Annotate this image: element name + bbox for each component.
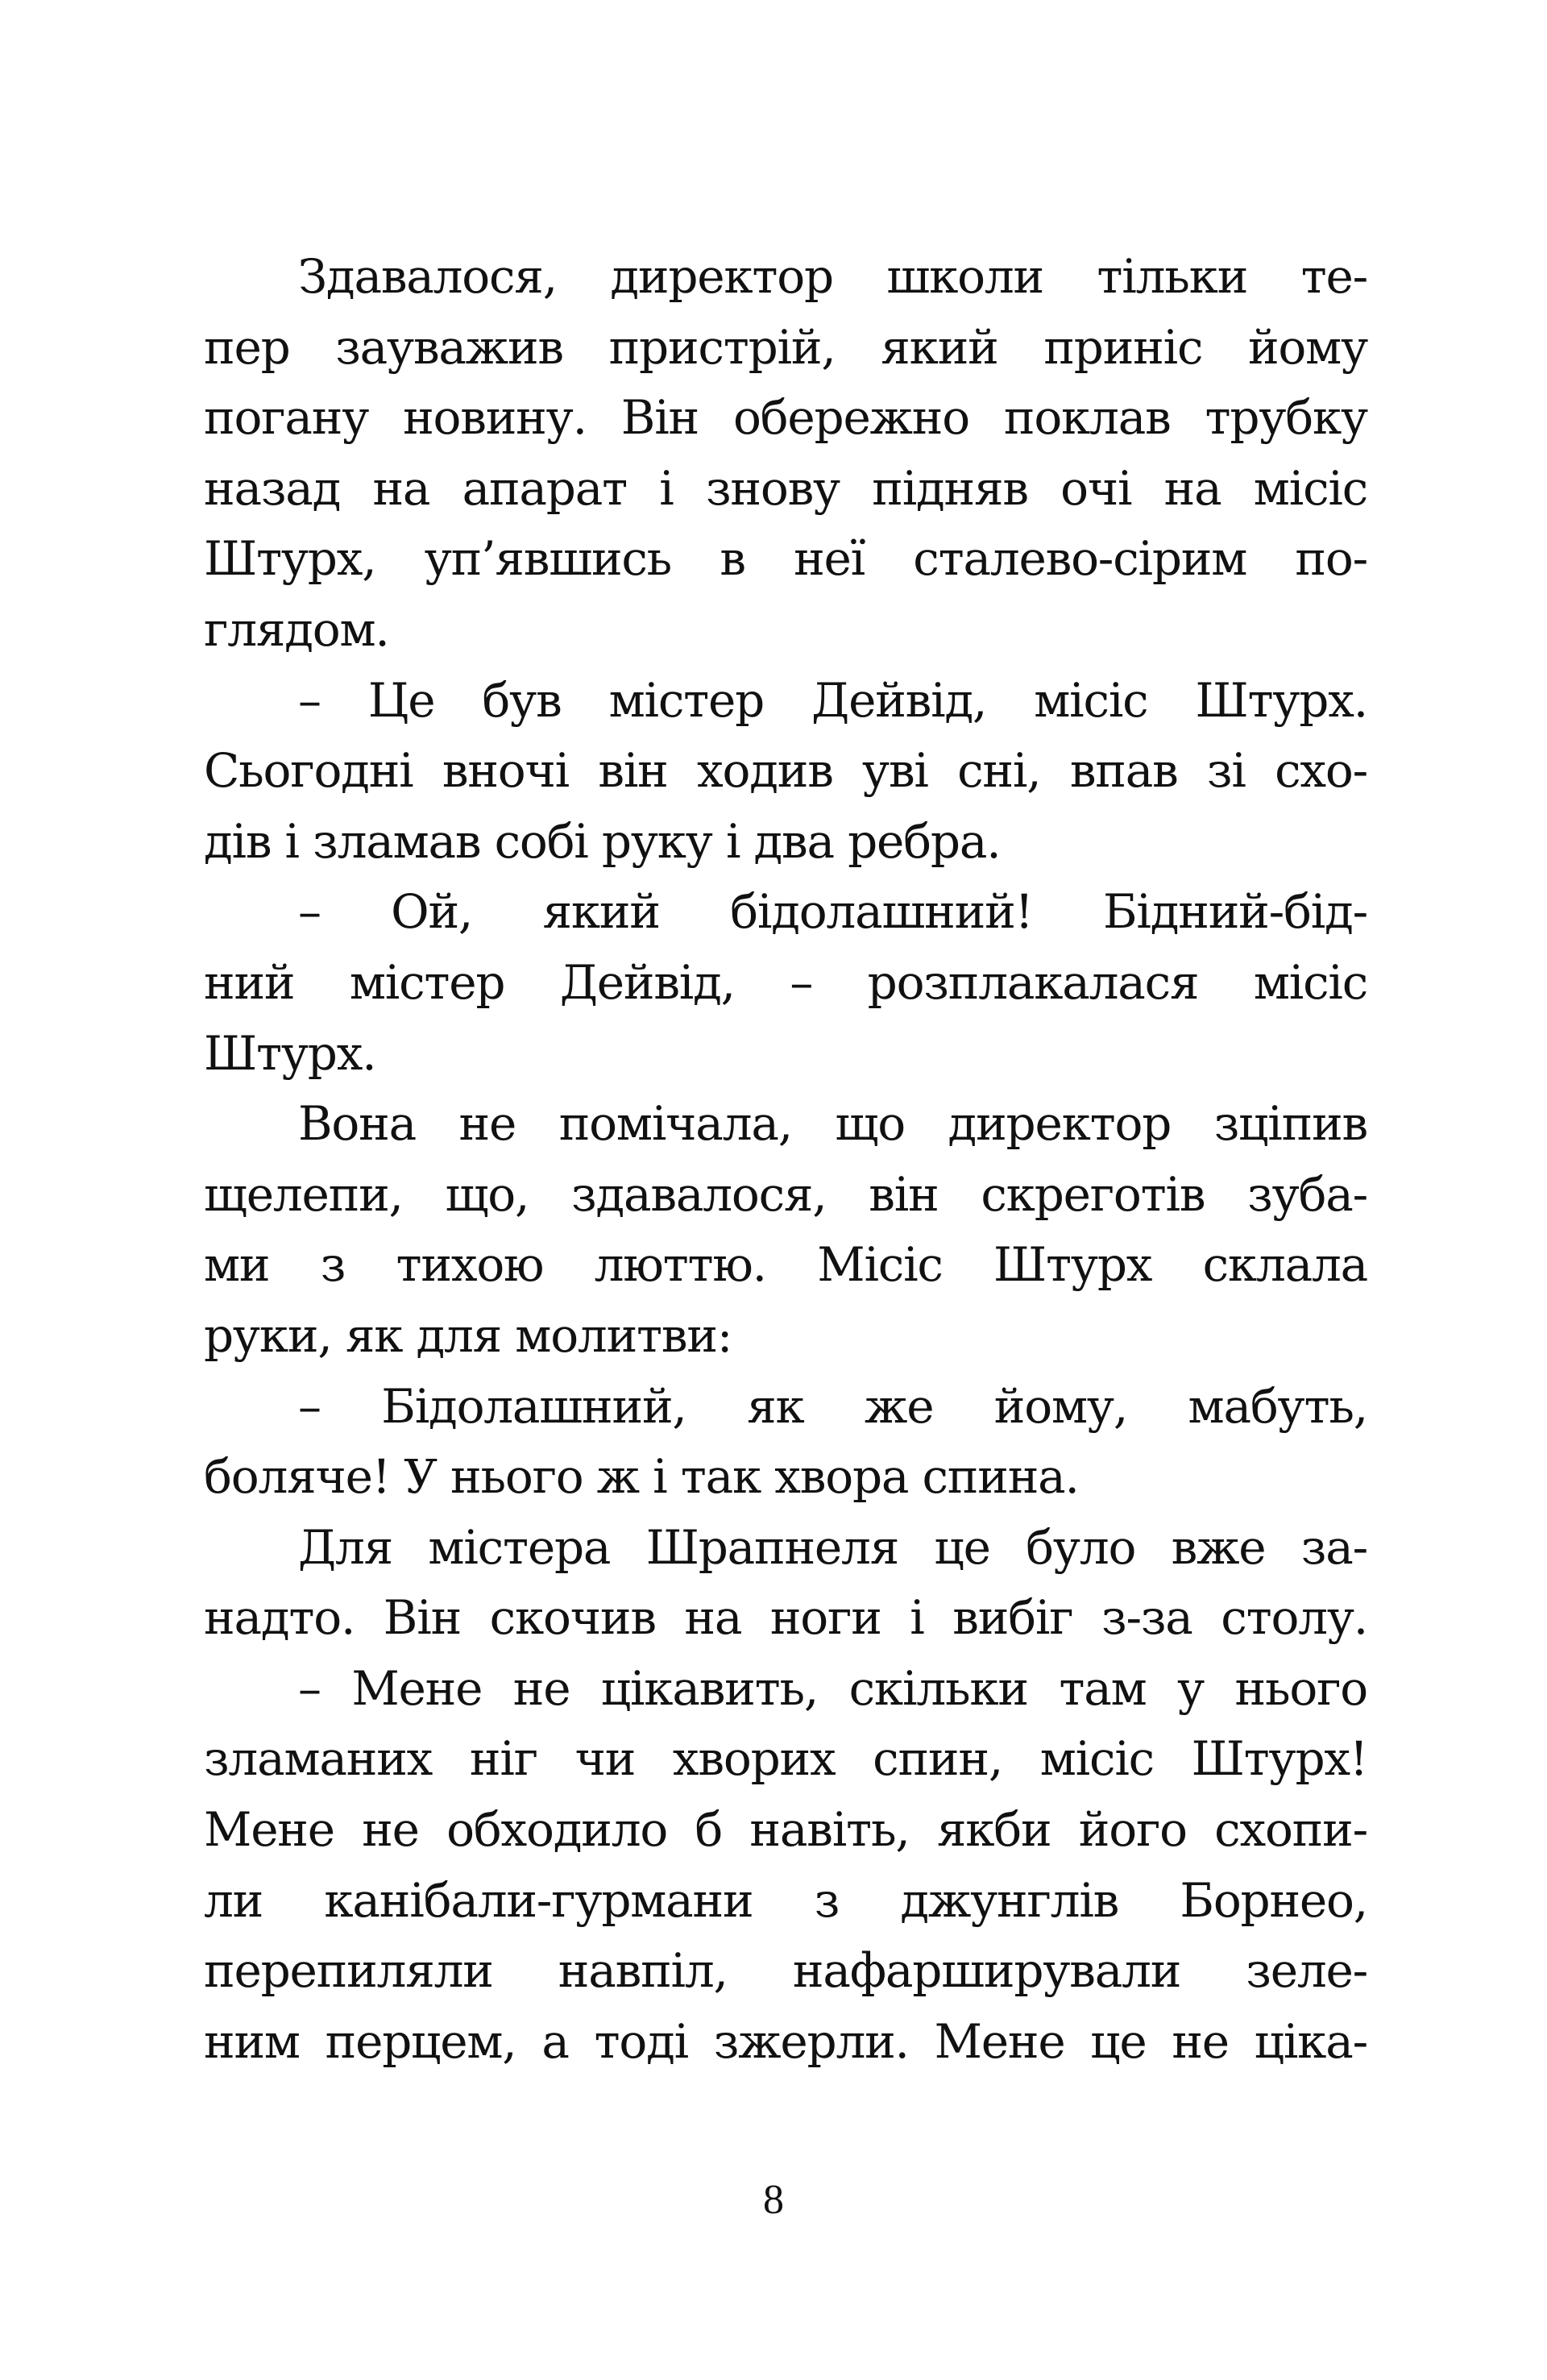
text-line: ми з тихою люттю. Місіс Штурх склала <box>204 1237 1367 1293</box>
text-line: зламаних ніг чи хворих спин, місіс Штурх! <box>204 1731 1367 1787</box>
text-line: ним перцем, а тоді зжерли. Мене це не ціка- <box>204 2013 1367 2069</box>
text-line: дів і зламав собі руку і два ребра. <box>204 813 1001 869</box>
text-line: Вона не помічала, що директор зціпив <box>298 1096 1367 1152</box>
text-line: Здавалося, директор школи тільки те- <box>298 249 1367 304</box>
text-line: руки, як для молитви: <box>204 1307 732 1363</box>
text-line: назад на апарат і знову підняв очі на місіс <box>204 460 1367 516</box>
text-line: ний містер Дейвід, – розплакалася місіс <box>204 954 1367 1010</box>
text-line: Сьогодні вночі він ходив уві сні, впав зі схо- <box>204 743 1367 799</box>
text-line: щелепи, що, здавалося, він скреготів зуба- <box>204 1166 1367 1222</box>
text-line: Мене не обходило б навіть, якби його схопи- <box>204 1802 1367 1858</box>
text-line: Штурх. <box>204 1025 376 1081</box>
text-line: – Це був містер Дейвід, місіс Штурх. <box>298 672 1367 728</box>
text-line: Штурх, уп’явшись в неї сталево-сірим по- <box>204 531 1367 587</box>
text-line: глядом. <box>204 601 389 657</box>
text-line: боляче! У нього ж і так хвора спина. <box>204 1449 1079 1505</box>
text-line: Для містера Шрапнеля це було вже за- <box>298 1519 1367 1575</box>
text-line: – Ой, який бідолашний! Бідний-бід- <box>298 884 1367 940</box>
text-line: – Бідолашний, як же йому, мабуть, <box>298 1378 1367 1434</box>
text-line: ли канібали-гурмани з джунглів Борнео, <box>204 1872 1367 1928</box>
text-line: перепиляли навпіл, нафарширували зеле- <box>204 1943 1367 1999</box>
page-number: 8 <box>763 2177 784 2223</box>
text-line: – Мене не цікавить, скільки там у нього <box>298 1660 1367 1716</box>
body-text <box>204 242 1367 2077</box>
text-line: погану новину. Він обережно поклав трубку <box>204 390 1367 446</box>
text-line: надто. Він скочив на ноги і вибіг з-за столу. <box>204 1590 1367 1646</box>
text-line: пер зауважив пристрій, який приніс йому <box>204 319 1367 375</box>
